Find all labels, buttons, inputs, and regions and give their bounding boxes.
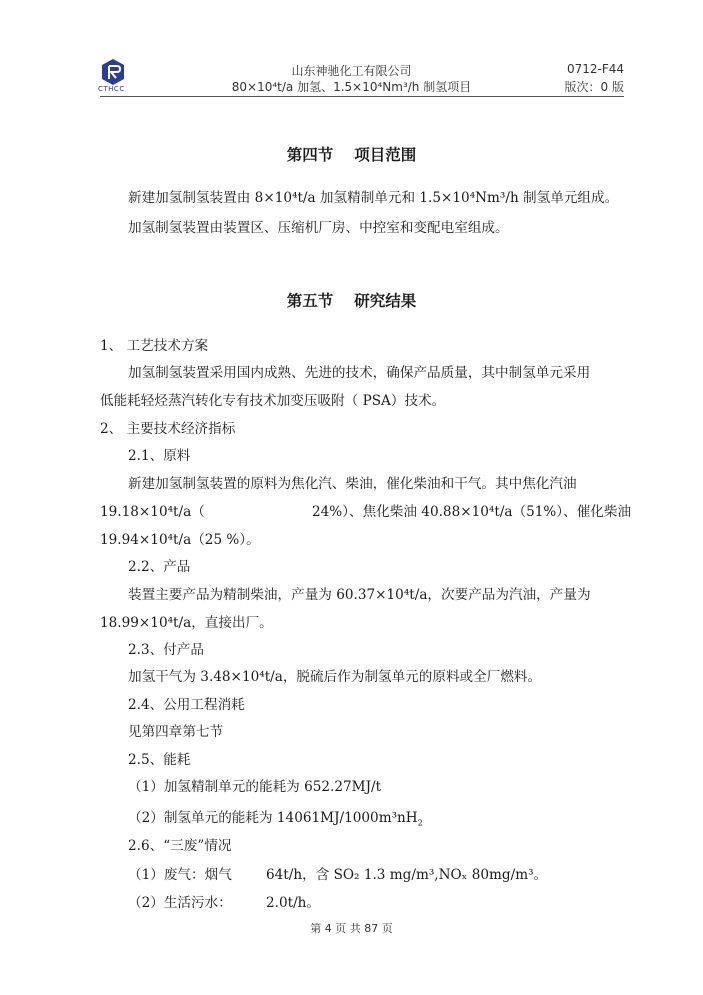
item1-para-line1: 加氢制氢装置采用国内成熟、先进的技术，确保产品质量，其中制氢单元采用 bbox=[128, 365, 591, 381]
sub26-item1b: 64t/h，含 SO₂ 1.3 mg/m³,NOₓ 80mg/m³。 bbox=[266, 867, 548, 883]
sub25-item2-text: （2）制氢单元的能耗为 14061MJ/1000m³nH bbox=[128, 810, 418, 826]
sub26-item2a: （2）生活污水： bbox=[128, 895, 232, 911]
sub23-para: 加氢干气为 3.48×10⁴t/a，脱硫后作为制氢单元的原料或全厂燃料。 bbox=[128, 669, 542, 685]
sub21-para-line2b: 24%）、焦化柴油 40.88×10⁴t/a（51%）、催化柴油 bbox=[312, 504, 632, 520]
sub24-para: 见第四章第七节 bbox=[128, 724, 224, 740]
section5-title: 第五节 研究结果 bbox=[286, 292, 417, 310]
item2-heading: 2、 主要技术经济指标 bbox=[100, 421, 236, 437]
sub26-item1a: （1）废气：烟气 bbox=[128, 867, 232, 883]
item1-heading: 1、 工艺技术方案 bbox=[100, 338, 209, 354]
sub25-heading: 2.5、能耗 bbox=[128, 752, 191, 768]
sub24-heading: 2.4、公用工程消耗 bbox=[128, 697, 245, 713]
header-rule bbox=[100, 96, 624, 97]
sub25-item2 bbox=[128, 806, 423, 828]
sub25-item1: （1）加氢精制单元的能耗为 652.27MJ/t bbox=[128, 779, 382, 795]
doc-code: 0712-F44 bbox=[566, 62, 624, 76]
sub25-item2-subscript: 2 bbox=[417, 818, 423, 828]
sub23-heading: 2.3、付产品 bbox=[128, 642, 204, 658]
sub22-para-line1: 装置主要产品为精制柴油，产量为 60.37×10⁴t/a，次要产品为汽油，产量为 bbox=[128, 587, 591, 603]
sub26-heading: 2.6、“三废”情况 bbox=[128, 838, 232, 854]
version: 版次：0 版 bbox=[564, 80, 624, 94]
sub21-para-line1: 新建加氢制氢装置的原料为焦化汽、柴油，催化柴油和干气。其中焦化汽油 bbox=[128, 476, 577, 492]
project-name: 80×10⁴t/a 加氢、1.5×10⁴Nm³/h 制氢项目 bbox=[231, 80, 472, 94]
sub21-para-line2a: 19.18×10⁴t/a（ bbox=[100, 504, 205, 520]
sub26-item2b: 2.0t/h。 bbox=[266, 895, 321, 911]
section4-para1: 新建加氢制氢装置由 8×10⁴t/a 加氢精制单元和 1.5×10⁴Nm³/h 制氢单元组成。 bbox=[128, 190, 619, 206]
sub22-heading: 2.2、产品 bbox=[128, 559, 191, 575]
section4-title: 第四节 项目范围 bbox=[286, 146, 417, 164]
item1-para-line2: 低能耗轻烃蒸汽转化专有技术加变压吸附（ PSA）技术。 bbox=[100, 393, 446, 409]
logo-text: CTHCC bbox=[98, 85, 125, 93]
company-name: 山东神驰化工有限公司 bbox=[291, 64, 412, 78]
section4-para2: 加氢制氢装置由装置区、压缩机厂房、中控室和变配电室组成。 bbox=[128, 220, 509, 236]
sub22-para-line2: 18.99×10⁴t/a，直接出厂。 bbox=[100, 615, 273, 631]
sub21-para-line3: 19.94×10⁴t/a（25 %）。 bbox=[100, 532, 260, 548]
page-number: 第 4 页 共 87 页 bbox=[310, 922, 393, 935]
sub21-heading: 2.1、原料 bbox=[128, 448, 191, 464]
